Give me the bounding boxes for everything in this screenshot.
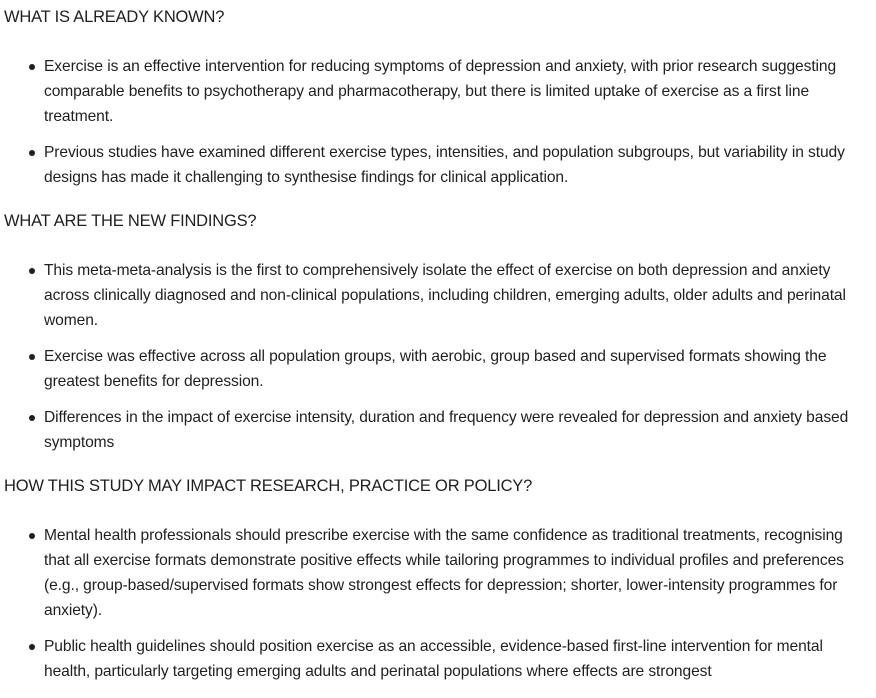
list-item-text: Exercise was effective across all population groups, with aerobic, group based and supervised formats showing the greatest benefits for depression.: [44, 348, 827, 390]
list-item: [4, 523, 866, 623]
list-item: [4, 344, 866, 394]
impact-list: [4, 523, 866, 684]
list-item-text: This meta-meta-analysis is the first to comprehensively isolate the effect of exercise on both depression and anxiety across clinically diagnosed and non-clinical populations, including children, emerging adults, older adults and perinatal women.: [44, 262, 846, 329]
list-item: [4, 258, 866, 333]
list-item: [4, 634, 866, 684]
section-heading-new-findings: WHAT ARE THE NEW FINDINGS?: [4, 212, 257, 230]
bullet-icon: [29, 150, 35, 156]
list-item: [4, 140, 866, 190]
bullet-icon: [29, 268, 35, 274]
bullet-icon: [29, 415, 35, 421]
bullet-icon: [29, 354, 35, 360]
list-item: [4, 405, 866, 455]
already-known-list: [4, 54, 866, 190]
list-item-text: Differences in the impact of exercise intensity, duration and frequency were revealed for depression and anxiety based symptoms: [44, 409, 849, 451]
list-item-text: Exercise is an effective intervention for reducing symptoms of depression and anxiety, with prior research suggesting comparable benefits to psychotherapy and pharmacotherapy, but there is limited uptake of exercise as a first line treatment.: [44, 58, 837, 125]
new-findings-list: [4, 258, 866, 455]
list-item-text: Previous studies have examined different exercise types, intensities, and population subgroups, but variability in study designs has made it challenging to synthesise findings for clinical application.: [44, 144, 845, 186]
section-heading-impact: HOW THIS STUDY MAY IMPACT RESEARCH, PRACTICE OR POLICY?: [4, 477, 533, 495]
bullet-icon: [29, 533, 35, 539]
list-item-text: Public health guidelines should position exercise as an accessible, evidence-based first-line intervention for mental health, particularly targeting emerging adults and perinatal populations where effects are strongest: [44, 638, 823, 680]
bullet-icon: [29, 644, 35, 650]
bullet-icon: [29, 64, 35, 70]
section-heading-already-known: WHAT IS ALREADY KNOWN?: [4, 8, 225, 26]
list-item-text: Mental health professionals should prescribe exercise with the same confidence as traditional treatments, recognising that all exercise formats demonstrate positive effects while tailoring programmes to individual profiles and preferences (e.g., group-based/supervised formats show strongest effects for depression; shorter, lower-intensity programmes for anxiety).: [44, 527, 844, 619]
list-item: [4, 54, 866, 129]
